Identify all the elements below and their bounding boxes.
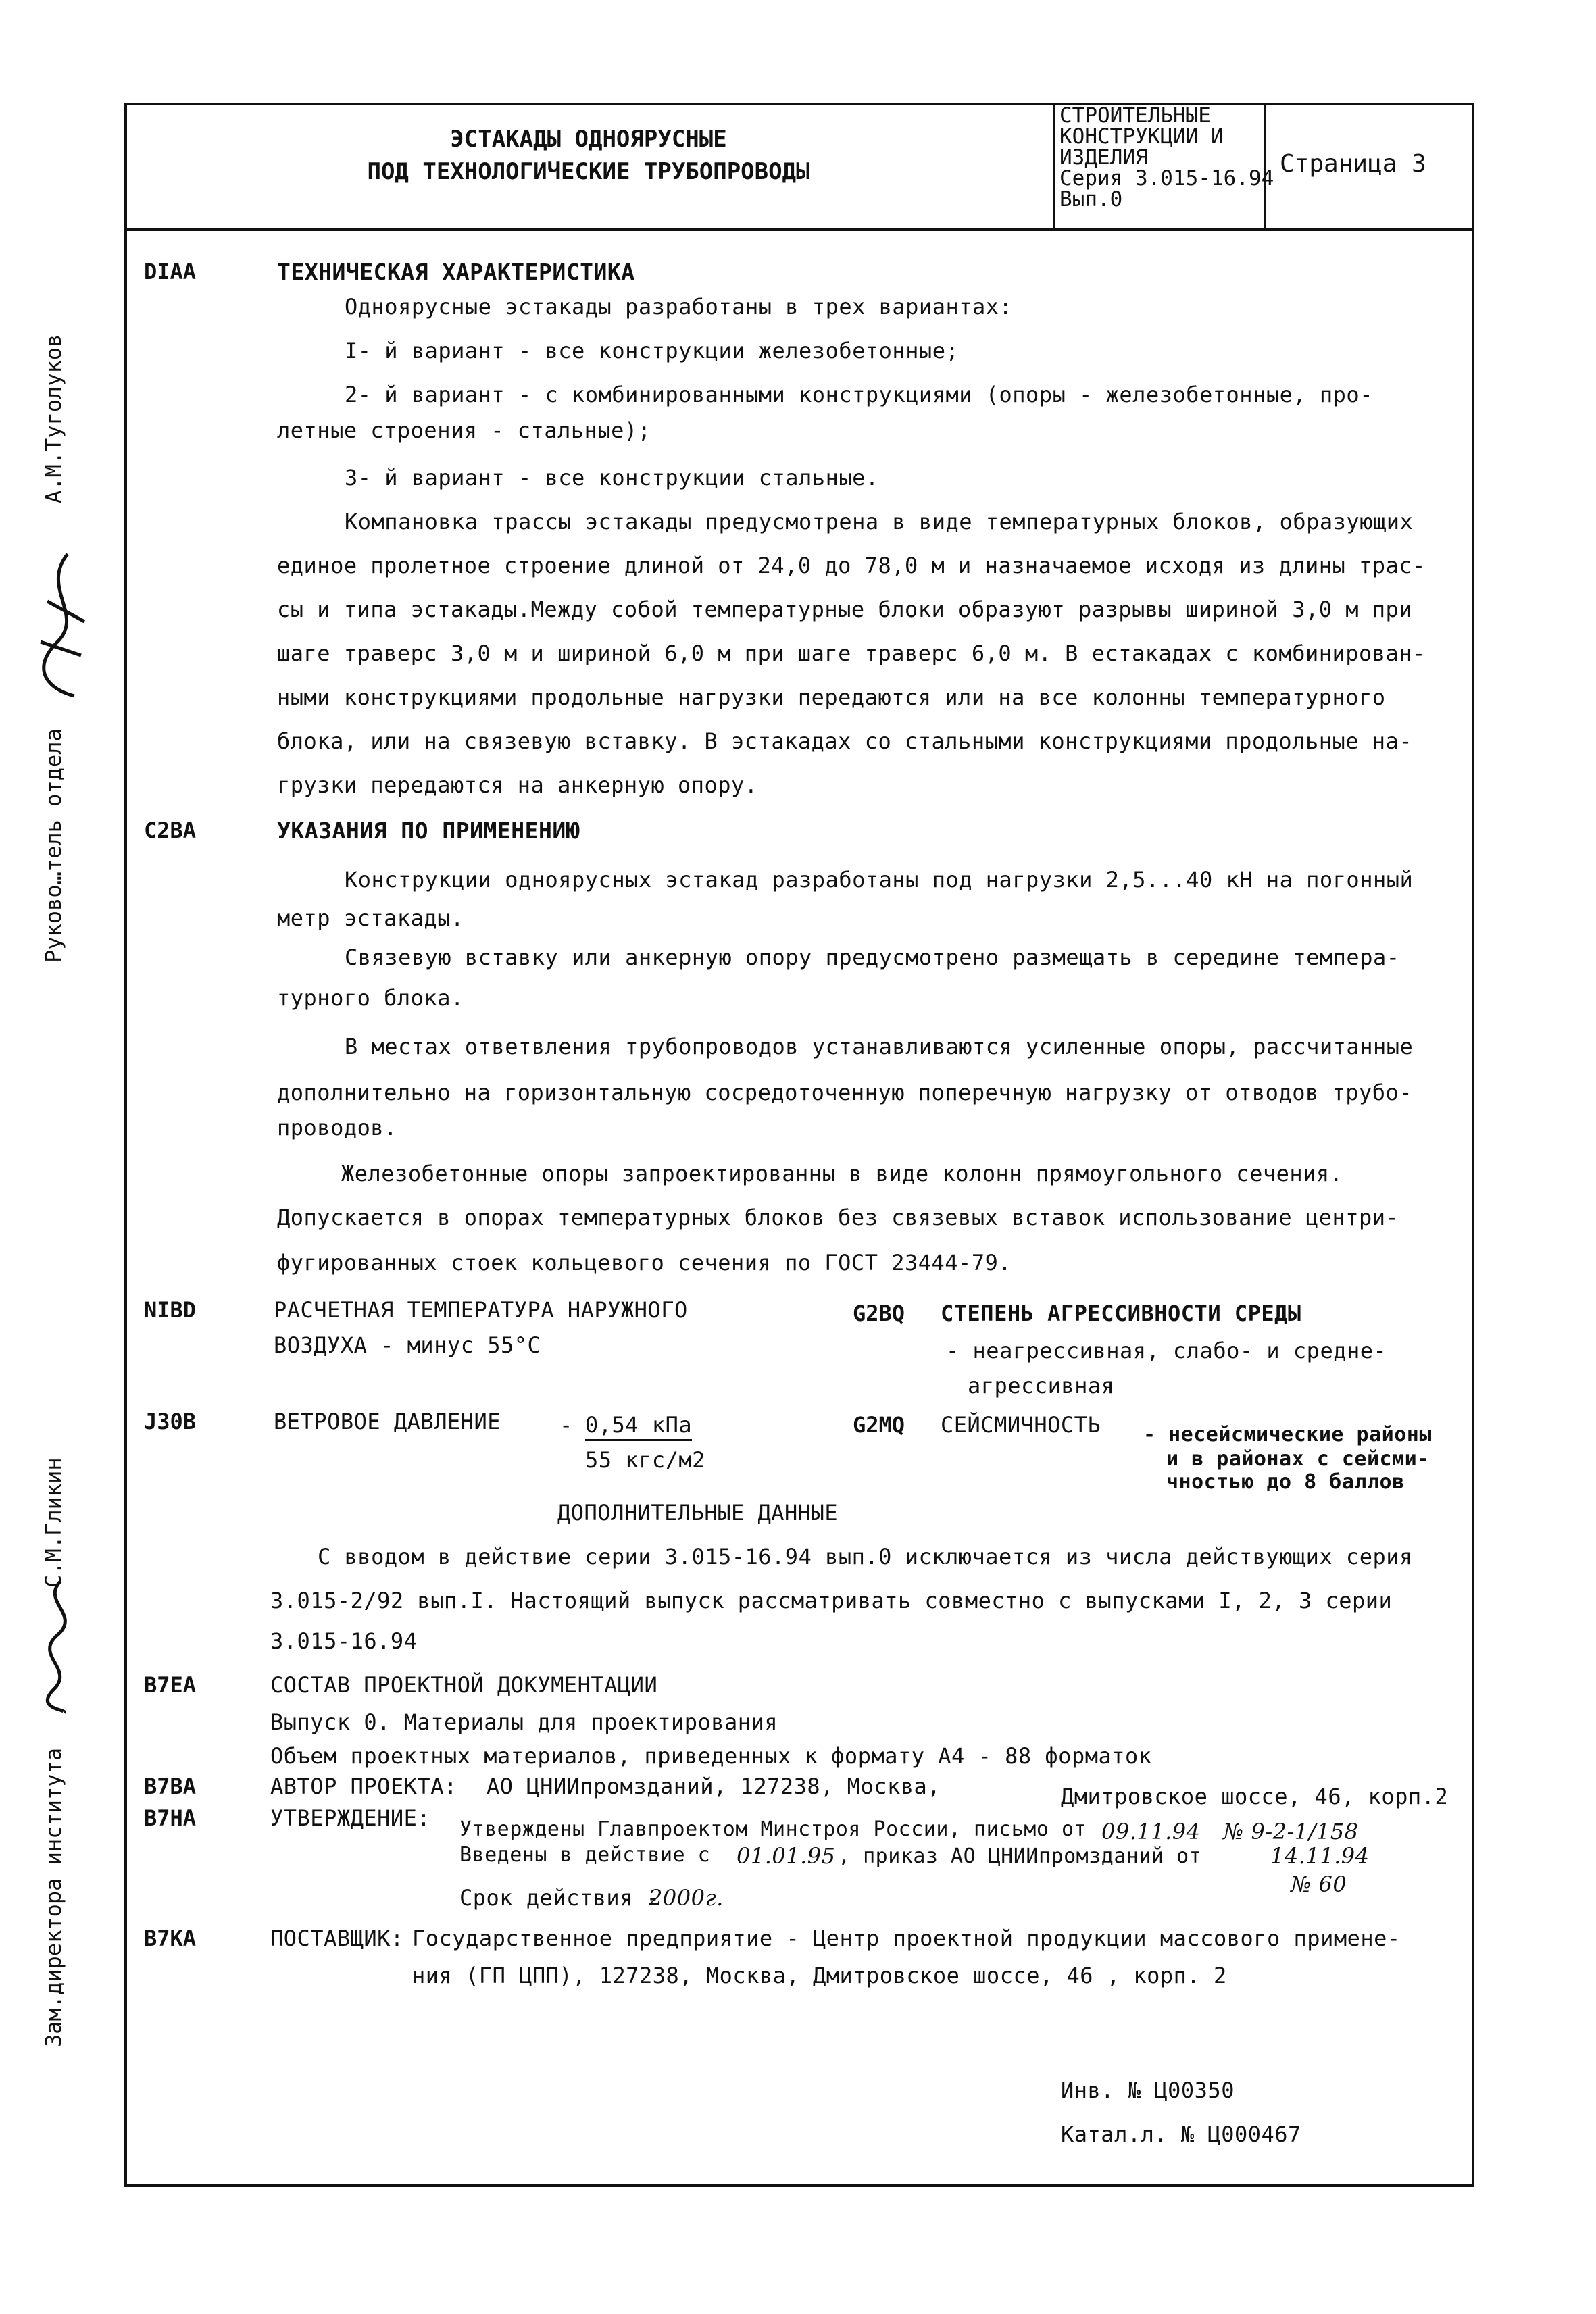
s2-line-2: метр эстакады. — [277, 905, 464, 931]
s2-line-7: проводов. — [277, 1115, 397, 1140]
validity-value: 2000г. — [649, 1885, 724, 1911]
aggr-line-2: агрессивная — [968, 1373, 1115, 1399]
seism-line-3: чностью до 8 баллов — [1166, 1470, 1405, 1494]
approval-line-2: Введены в действие с — [459, 1843, 711, 1867]
docs-line-1: Выпуск 0. Материалы для проектирования — [270, 1709, 778, 1735]
s1-line-8: сы и типа эстакады.Между собой температурные блоки образуют разрывы шириной 3,0 м при — [277, 597, 1413, 622]
series-line-1: СТРОИТЕЛЬНЫЕ — [1059, 103, 1211, 128]
aggr-line-1: - неагрессивная, слабо- и средне- — [946, 1338, 1387, 1363]
inventory-number: Инв. № Ц00350 — [1061, 2078, 1235, 2103]
supplier-line-1: Государственное предприятие - Центр проектной продукции массового примене- — [412, 1926, 1401, 1951]
wind-value-kgs: 55 кгс/м2 — [585, 1447, 705, 1473]
code-b7ka: B7KA — [144, 1926, 197, 1951]
code-b7ba: B7BA — [144, 1774, 197, 1799]
margin-name-2: С.М.Гликин — [41, 1457, 66, 1588]
wind-value-kpa: 0,54 кПа — [585, 1412, 692, 1441]
catalog-number: Катал.л. № Ц000467 — [1061, 2121, 1301, 2147]
seism-line-2: и в районах с сейсми- — [1166, 1447, 1430, 1471]
supplier-label: ПОСТАВЩИК: — [270, 1926, 404, 1951]
code-j30b: J30B — [144, 1409, 197, 1434]
s1-line-10: ными конструкциями продольные нагрузки передаются или на все колонны температурного — [277, 684, 1386, 710]
s2-line-4: турного блока. — [277, 985, 464, 1011]
margin-role-1: Руково…тель отдела — [41, 728, 66, 963]
code-g2mq: G2MQ — [853, 1412, 905, 1438]
approval-letter: № 9-2-1/158 — [1223, 1819, 1359, 1844]
supplier-line-2: ния (ГП ЦПП), 127238, Москва, Дмитровское шоссе, 46 , корп. 2 — [412, 1963, 1227, 1988]
docs-heading: СОСТАВ ПРОЕКТНОЙ ДОКУМЕНТАЦИИ — [270, 1672, 658, 1698]
wind-dash: - — [559, 1412, 573, 1438]
series-line-2: КОНСТРУКЦИИ И — [1059, 124, 1224, 149]
wind-heading: ВЕТРОВОЕ ДАВЛЕНИЕ — [274, 1409, 501, 1434]
s2-line-10: фугированных стоек кольцевого сечения по ГОСТ 23444-79. — [277, 1250, 1012, 1276]
code-c2ba: C2BA — [144, 818, 197, 843]
page-frame — [124, 103, 1474, 2187]
s1-line-6: Компановка трассы эстакады предусмотрена в виде температурных блоков, образующих — [345, 509, 1414, 534]
signature-2 — [27, 1574, 95, 1716]
approval-order-number: № 60 — [1291, 1871, 1347, 1897]
seism-line-1: - несейсмические районы — [1143, 1423, 1432, 1447]
code-nibd: NIBD — [144, 1297, 197, 1323]
s1-line-7: единое пролетное строение длиной от 24,0 до 78,0 м и назначаемое исходя из длины трас- — [277, 553, 1426, 578]
s1-line-4: летные строения - стальные); — [277, 418, 651, 443]
author-label: АВТОР ПРОЕКТА: — [270, 1774, 457, 1799]
series-line-4: Серия 3.015-16.94 — [1059, 166, 1274, 191]
series-line-5: Вып.0 — [1059, 187, 1123, 211]
extra-line-2: 3.015-2/92 вып.I. Настоящий выпуск рассматривать совместно с выпусками I, 2, 3 серии — [270, 1588, 1393, 1613]
approval-order: , приказ АО ЦНИИпромзданий от — [838, 1844, 1202, 1868]
author-address: Дмитровское шоссе, 46, корп.2 — [1061, 1784, 1449, 1809]
s2-line-1: Конструкции одноярусных эстакад разработаны под нагрузки 2,5...40 кН на погонный — [345, 867, 1414, 892]
validity-label: Срок действия - — [459, 1885, 660, 1911]
page-number: Страница 3 — [1280, 150, 1426, 178]
extra-heading: ДОПОЛНИТЕЛЬНЫЕ ДАННЫЕ — [557, 1500, 839, 1526]
title-divider-2 — [1264, 103, 1266, 228]
margin-name-1: А.М.Туголуков — [41, 334, 66, 503]
signature-1 — [20, 540, 101, 703]
aggr-heading: СТЕПЕНЬ АГРЕССИВНОСТИ СРЕДЫ — [941, 1301, 1301, 1326]
heading-tech-spec: ТЕХНИЧЕСКАЯ ХАРАКТЕРИСТИКА — [277, 259, 635, 285]
temp-line-2: ВОЗДУХА - минус 55°С — [274, 1332, 541, 1358]
s1-line-9: шаге траверс 3,0 м и шириной 6,0 м при шаге траверс 6,0 м. В естакадах с комбинирован- — [277, 640, 1426, 666]
code-b7ha: B7HA — [144, 1805, 197, 1831]
s2-line-8: Железобетонные опоры запроектированны в виде колонн прямоугольного сечения. — [341, 1161, 1343, 1186]
author-org: АО ЦНИИпромзданий, 127238, Москва, — [487, 1774, 941, 1799]
code-diaa: DIAA — [144, 259, 197, 284]
s1-line-1: Одноярусные эстакады разработаны в трех вариантах: — [345, 294, 1013, 320]
s1-line-11: блока, или на связевую вставку. В эстакадах со стальными конструкциями продольные на- — [277, 728, 1413, 754]
s2-line-3: Связевую вставку или анкерную опору предусмотрено размещать в середине темпера- — [345, 945, 1400, 970]
temp-line-1: РАСЧЕТНАЯ ТЕМПЕРАТУРА НАРУЖНОГО — [274, 1297, 688, 1323]
approval-date-3: 14.11.94 — [1270, 1843, 1370, 1869]
approval-date-2: 01.01.95 — [737, 1843, 836, 1869]
title-line-1: ЭСТАКАДЫ ОДНОЯРУСНЫЕ — [450, 126, 727, 153]
s1-line-12: грузки передаются на анкерную опору. — [277, 772, 758, 798]
s1-line-5: 3- й вариант - все конструкции стальные. — [345, 465, 879, 491]
s2-line-9: Допускается в опорах температурных блоков без связевых вставок использование центри- — [277, 1205, 1399, 1230]
docs-line-2: Объем проектных материалов, приведенных к формату А4 - 88 форматок — [270, 1743, 1152, 1769]
document-title — [124, 123, 1053, 188]
approval-date-1: 09.11.94 — [1101, 1819, 1201, 1844]
series-line-3: ИЗДЕЛИЯ — [1059, 145, 1148, 170]
approval-line-1: Утверждены Главпроектом Минстроя России, письмо от — [459, 1817, 1087, 1841]
s1-line-3: 2- й вариант - с комбинированными конструкциями (опоры - железобетонные, про- — [345, 382, 1373, 407]
margin-role-2: Зам.директора института — [41, 1747, 66, 2047]
s1-line-2: I- й вариант - все конструкции железобетонные; — [345, 338, 959, 363]
seism-heading: СЕЙСМИЧНОСТЬ — [941, 1412, 1101, 1438]
title-block — [124, 103, 1474, 231]
title-line-2: ПОД ТЕХНОЛОГИЧЕСКИЕ ТРУБОПРОВОДЫ — [367, 158, 810, 185]
extra-line-1: С вводом в действие серии 3.015-16.94 вып.0 исключается из числа действующих серия — [318, 1544, 1413, 1569]
heading-usage: УКАЗАНИЯ ПО ПРИМЕНЕНИЮ — [277, 818, 580, 844]
code-g2bq: G2BQ — [853, 1301, 905, 1326]
code-b7ea: B7EA — [144, 1672, 197, 1698]
s2-line-5: В местах ответвления трубопроводов устанавливаются усиленные опоры, рассчитанные — [345, 1034, 1414, 1059]
approval-label: УТВЕРЖДЕНИЕ: — [270, 1805, 431, 1831]
s2-line-6: дополнительно на горизонтальную сосредоточенную поперечную нагрузку от отводов трубо- — [277, 1080, 1413, 1105]
title-divider-1 — [1053, 103, 1055, 228]
extra-line-3: 3.015-16.94 — [270, 1628, 418, 1654]
